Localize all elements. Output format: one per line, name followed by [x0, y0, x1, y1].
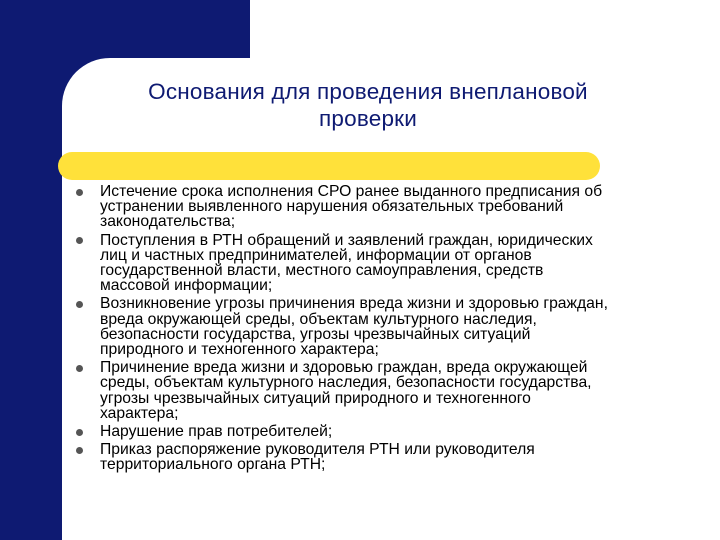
list-item-line: лиц и частных предпринимателей, информации от органов [100, 246, 532, 264]
bullet-icon [76, 189, 83, 196]
slide-title-line-1: Основания для проведения внеплановой [148, 79, 588, 104]
list-item-line: природного и техногенного характера; [100, 341, 379, 359]
bullet-icon [76, 301, 83, 308]
list-item [76, 360, 706, 421]
list-item-line: Нарушение прав потребителей; [100, 423, 333, 441]
list-item-line: безопасности государства, угрозы чрезвычайных ситуаций [100, 325, 531, 343]
list-item-line: территориального органа РТН; [100, 456, 326, 474]
bullet-icon [76, 237, 83, 244]
slide-title [72, 78, 664, 132]
bullet-icon [76, 429, 83, 436]
list-item-line: Истечение срока исполнения СРО ранее выданного предписания об [100, 183, 603, 200]
list-item-line: среды, объектам культурного наследия, безопасности государства, [100, 374, 592, 392]
bullet-icon [76, 447, 83, 454]
list-item-line: вреда окружающей среды, объектам культурного наследия, [100, 310, 537, 328]
title-underline-bar [58, 152, 600, 180]
list-item [76, 233, 706, 294]
list-item-line: государственной власти, местного самоуправления, средств [100, 262, 544, 280]
bullet-list [76, 184, 706, 476]
list-item [76, 424, 706, 439]
slide-title-line-2: проверки [319, 106, 417, 131]
bullet-icon [76, 365, 83, 372]
list-item [76, 442, 706, 472]
list-item-line: Причинение вреда жизни и здоровью граждан, вреда окружающей [100, 359, 588, 377]
list-item [76, 184, 706, 230]
list-item-line: Возникновение угрозы причинения вреда жизни и здоровью граждан, [100, 295, 608, 313]
list-item-line: Поступления в РТН обращений и заявлений граждан, юридических [100, 231, 593, 249]
list-item-line: характера; [100, 404, 179, 422]
list-item-line: Приказ распоряжение руководителя РТН или руководителя [100, 441, 535, 459]
list-item-line: угрозы чрезвычайных ситуаций природного и техногенного [100, 389, 531, 407]
list-item-line: массовой информации; [100, 277, 273, 295]
list-item-line: законодательства; [100, 213, 236, 231]
list-item [76, 296, 706, 357]
list-item-line: устранении выявленного нарушения обязательных требований [100, 198, 564, 216]
